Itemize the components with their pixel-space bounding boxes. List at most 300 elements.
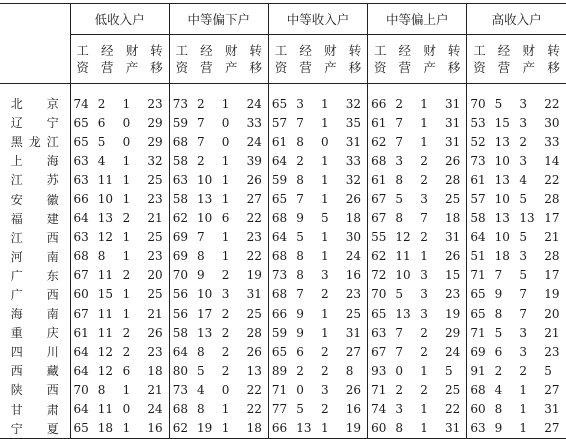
subheader-char: 产: [522, 60, 536, 75]
value-cell: 20: [544, 306, 560, 321]
subheader-char: 财: [522, 43, 536, 58]
value-cell: 7: [197, 230, 205, 245]
value-cell: 25: [246, 306, 262, 321]
value-cell: 9: [296, 306, 304, 321]
value-cell: 11: [97, 268, 114, 283]
value-cell: 0: [221, 134, 230, 149]
value-cell: 67: [368, 342, 393, 361]
subheader-cell: [516, 35, 541, 84]
region-name: [0, 229, 70, 246]
subheader-cell: [467, 35, 492, 84]
value-cell: 67: [368, 189, 393, 208]
value-cell: 12: [97, 363, 114, 378]
value-cell: 1: [122, 382, 131, 397]
value-cell: 3: [420, 287, 428, 302]
value-cell: 13: [494, 211, 510, 226]
value-cell: 3: [519, 344, 528, 359]
value-cell: 2: [221, 363, 230, 378]
value-cell: 10: [395, 268, 411, 283]
table-row: [0, 400, 566, 419]
value-cell: 1: [519, 421, 528, 436]
value-cell: 23: [147, 192, 163, 207]
region-header-cell: [0, 4, 70, 84]
value-cell: 64: [70, 400, 95, 419]
value-cell: 1: [519, 382, 528, 397]
value-cell: 13: [197, 325, 213, 340]
region-name-spaced: 北 京: [10, 97, 59, 112]
subheader-cell: [417, 35, 442, 84]
value-cell: 1: [321, 192, 329, 207]
value-cell: 5: [494, 96, 503, 111]
subheader-cell: [268, 35, 293, 84]
subheader-cell: [293, 35, 318, 84]
value-cell: 8: [395, 211, 404, 226]
value-cell: 11: [97, 306, 114, 321]
value-cell: 4: [197, 382, 205, 397]
value-cell: 57: [268, 113, 293, 132]
value-cell: 25: [345, 306, 362, 321]
value-cell: 31: [445, 134, 461, 149]
region-cell: [0, 113, 70, 132]
subheader-char: 经: [200, 43, 213, 58]
region-name: [0, 362, 70, 379]
value-cell: 10: [494, 230, 510, 245]
value-cell: 61: [467, 170, 492, 189]
value-cell: 19: [445, 306, 461, 321]
value-cell: 3: [395, 153, 404, 168]
region-name: [0, 210, 70, 227]
value-cell: 19: [197, 421, 213, 436]
value-cell: 1: [321, 421, 329, 436]
value-cell: 1: [122, 306, 131, 321]
value-cell: 68: [169, 400, 194, 419]
region-name-spaced: 江 西: [10, 230, 59, 245]
value-cell: 1: [221, 192, 230, 207]
value-cell: 74: [368, 400, 393, 419]
value-cell: 2: [321, 363, 329, 378]
value-cell: 65: [268, 189, 293, 208]
value-cell: 28: [445, 172, 461, 187]
value-cell: 1: [321, 172, 329, 187]
value-cell: 1: [122, 96, 131, 111]
value-cell: 21: [147, 211, 163, 226]
value-cell: 56: [169, 304, 194, 323]
value-cell: 28: [544, 249, 560, 264]
region-name: [0, 191, 70, 208]
subheader-char: 移: [348, 60, 362, 75]
value-cell: 33: [246, 115, 262, 130]
value-cell: 1: [221, 421, 230, 436]
subheader-cell: [95, 35, 120, 84]
value-cell: 60: [368, 419, 393, 439]
value-cell: 5: [544, 363, 552, 378]
value-cell: 3: [395, 402, 404, 417]
value-cell: 7: [296, 287, 304, 302]
subheader-char: 营: [398, 60, 412, 75]
value-cell: 22: [246, 402, 262, 417]
value-cell: 68: [268, 247, 293, 266]
value-cell: 32: [345, 96, 362, 111]
subheader-char: 财: [423, 43, 436, 58]
group-header-row: [0, 4, 566, 35]
subheader-char: 资: [374, 60, 387, 75]
value-cell: 22: [544, 96, 560, 111]
value-cell: 18: [246, 421, 262, 436]
value-cell: 64: [169, 342, 194, 361]
value-cell: 66: [70, 189, 95, 208]
value-cell: 2: [420, 344, 428, 359]
value-cell: 2: [420, 382, 428, 397]
value-cell: 30: [544, 115, 560, 130]
value-cell: 18: [147, 363, 163, 378]
region-name: [0, 95, 70, 112]
value-cell: 58: [169, 323, 194, 342]
subheader-cell: [343, 35, 368, 84]
value-cell: 1: [122, 153, 131, 168]
value-cell: 18: [97, 421, 114, 436]
table-row: [0, 323, 566, 342]
value-cell: 55: [368, 228, 393, 247]
value-cell: 65: [70, 113, 95, 132]
value-cell: 67: [368, 209, 393, 228]
value-cell: 29: [147, 134, 163, 149]
value-cell: 67: [70, 266, 95, 285]
value-cell: 10: [97, 192, 114, 207]
value-cell: 69: [169, 228, 194, 247]
value-cell: 7: [395, 134, 404, 149]
value-cell: 13: [296, 421, 312, 436]
value-cell: 3: [519, 153, 528, 168]
value-cell: 3: [420, 192, 428, 207]
table-row: [0, 170, 566, 189]
subheader-char: 转: [547, 43, 560, 58]
value-cell: 9: [296, 325, 304, 340]
value-cell: 7: [494, 268, 503, 283]
value-cell: 21: [147, 382, 163, 397]
subheader-char: 资: [473, 60, 486, 75]
value-cell: 13: [246, 363, 262, 378]
value-cell: 31: [345, 325, 362, 340]
income-structure-table: [0, 3, 566, 439]
value-cell: 10: [197, 172, 213, 187]
table-row: [0, 84, 566, 114]
value-cell: 33: [544, 134, 560, 149]
value-cell: 18: [445, 211, 461, 226]
value-cell: 24: [345, 249, 362, 264]
value-cell: 5: [445, 363, 453, 378]
region-cell: [0, 304, 70, 323]
value-cell: 21: [147, 306, 163, 321]
value-cell: 73: [169, 380, 194, 399]
group-header: 中等偏下户: [169, 4, 268, 35]
subheader-char: 工: [274, 43, 288, 58]
value-cell: 65: [268, 84, 293, 114]
value-cell: 8: [494, 306, 503, 321]
value-cell: 77: [268, 400, 293, 419]
region-name-spaced: 广 东: [10, 268, 59, 283]
value-cell: 71: [467, 323, 492, 342]
region-cell: [0, 285, 70, 304]
subheader-char: 工: [473, 43, 486, 58]
value-cell: 26: [147, 325, 163, 340]
value-cell: 18: [494, 249, 510, 264]
group-header: 高收入户: [467, 4, 566, 35]
value-cell: 63: [169, 170, 194, 189]
subheader-cell: [194, 35, 219, 84]
value-cell: 31: [445, 96, 461, 111]
value-cell: 31: [445, 421, 461, 436]
value-cell: 24: [246, 134, 262, 149]
value-cell: 2: [122, 211, 131, 226]
subheader-char: 移: [150, 60, 163, 75]
value-cell: 1: [321, 325, 329, 340]
value-cell: 3: [519, 249, 528, 264]
subheader-cell: [541, 35, 566, 84]
value-cell: 2: [395, 96, 404, 111]
value-cell: 22: [246, 382, 262, 397]
value-cell: 63: [70, 151, 95, 170]
value-cell: 60: [467, 400, 492, 419]
value-cell: 24: [445, 344, 461, 359]
value-cell: 28: [544, 192, 560, 207]
subheader-cell: [368, 35, 393, 84]
value-cell: 3: [519, 115, 528, 130]
value-cell: 8: [494, 402, 503, 417]
value-cell: 2: [221, 325, 230, 340]
group-header: 低收入户: [70, 4, 169, 35]
value-cell: 26: [445, 249, 461, 264]
value-cell: 2: [519, 134, 528, 149]
subheader-char: 产: [423, 60, 436, 75]
value-cell: 71: [268, 380, 293, 399]
subheader-char: 转: [249, 43, 262, 58]
value-cell: 9: [494, 287, 503, 302]
value-cell: 26: [345, 382, 362, 397]
subheader-char: 营: [200, 60, 213, 75]
value-cell: 70: [70, 380, 95, 399]
value-cell: 8: [395, 172, 404, 187]
value-cell: 17: [544, 268, 560, 283]
value-cell: 1: [221, 153, 230, 168]
value-cell: 2: [122, 325, 131, 340]
value-cell: 67: [70, 304, 95, 323]
region-name-spaced: 安 徽: [10, 192, 59, 207]
value-cell: 3: [296, 96, 304, 111]
value-cell: 10: [494, 153, 510, 168]
value-cell: 3: [420, 268, 428, 283]
value-cell: 27: [345, 344, 362, 359]
value-cell: 1: [519, 402, 528, 417]
region-name: [0, 381, 70, 398]
value-cell: 0: [122, 115, 131, 130]
value-cell: 8: [296, 268, 304, 283]
value-cell: 59: [268, 323, 293, 342]
value-cell: 5: [395, 192, 404, 207]
value-cell: 0: [321, 134, 329, 149]
value-cell: 22: [445, 402, 461, 417]
value-cell: 27: [246, 192, 262, 207]
value-cell: 7: [395, 344, 404, 359]
value-cell: 8: [197, 344, 205, 359]
region-cell: [0, 189, 70, 208]
subheader-cell: [492, 35, 517, 84]
region-cell: [0, 151, 70, 170]
region-name: [0, 267, 70, 284]
value-cell: 2: [221, 344, 230, 359]
value-cell: 71: [467, 266, 492, 285]
value-cell: 30: [345, 230, 362, 245]
value-cell: 56: [169, 285, 194, 304]
region-cell: [0, 323, 70, 342]
value-cell: 1: [321, 96, 329, 111]
value-cell: 70: [467, 84, 492, 114]
subheader-char: 营: [497, 60, 511, 75]
value-cell: 64: [70, 209, 95, 228]
value-cell: 26: [345, 192, 362, 207]
subheader-char: 移: [249, 60, 262, 75]
table-row: [0, 419, 566, 439]
value-cell: 5: [494, 325, 503, 340]
region-name-spaced: 陕 西: [10, 383, 59, 398]
subheader-char: 转: [348, 43, 362, 58]
value-cell: 23: [147, 344, 163, 359]
subheader-char: 产: [125, 60, 139, 75]
value-cell: 7: [519, 287, 528, 302]
value-cell: 65: [467, 304, 492, 323]
value-cell: 32: [345, 172, 362, 187]
region-name-spaced: 辽 宁: [10, 116, 59, 131]
value-cell: 66: [268, 304, 293, 323]
value-cell: 63: [368, 323, 393, 342]
value-cell: 19: [544, 287, 560, 302]
value-cell: 4: [97, 153, 106, 168]
subheader-char: 移: [447, 60, 461, 75]
value-cell: 26: [246, 172, 262, 187]
table-row: [0, 151, 566, 170]
value-cell: 5: [321, 211, 329, 226]
value-cell: 29: [147, 115, 163, 130]
value-cell: 0: [296, 382, 304, 397]
subheader-cell: [442, 35, 467, 84]
subheader-cell: [169, 35, 194, 84]
value-cell: 2: [197, 96, 205, 111]
value-cell: 25: [147, 230, 163, 245]
value-cell: 69: [169, 247, 194, 266]
value-cell: 0: [122, 402, 131, 417]
value-cell: 62: [368, 247, 393, 266]
subheader-cell: [244, 35, 269, 84]
value-cell: 15: [97, 287, 114, 302]
value-cell: 23: [445, 287, 461, 302]
value-cell: 58: [169, 151, 194, 170]
value-cell: 1: [420, 115, 428, 130]
value-cell: 64: [467, 228, 492, 247]
value-cell: 13: [494, 172, 510, 187]
value-cell: 25: [147, 287, 163, 302]
value-cell: 26: [445, 153, 461, 168]
value-cell: 68: [70, 247, 95, 266]
subheader-char: 经: [398, 43, 412, 58]
value-cell: 7: [197, 115, 205, 130]
region-name-spaced: 上 海: [10, 154, 59, 169]
value-cell: 35: [345, 115, 362, 130]
value-cell: 1: [420, 421, 428, 436]
table-row: [0, 209, 566, 228]
value-cell: 3: [321, 268, 329, 283]
value-cell: 10: [197, 287, 213, 302]
value-cell: 2: [122, 344, 131, 359]
value-cell: 80: [169, 361, 194, 380]
subheader-row: [0, 35, 566, 84]
value-cell: 28: [246, 325, 262, 340]
subheader-char: 移: [547, 60, 560, 75]
value-cell: 62: [368, 132, 393, 151]
value-cell: 31: [445, 230, 461, 245]
value-cell: 9: [197, 268, 205, 283]
subheader-char: 经: [299, 43, 312, 58]
value-cell: 2: [519, 363, 528, 378]
region-cell: [0, 84, 70, 114]
value-cell: 7: [395, 325, 404, 340]
value-cell: 0: [395, 363, 404, 378]
value-cell: 65: [70, 132, 95, 151]
table-row: [0, 132, 566, 151]
value-cell: 7: [197, 134, 205, 149]
value-cell: 31: [345, 134, 362, 149]
table-row: [0, 189, 566, 208]
subheader-char: 转: [447, 43, 461, 58]
region-name-spaced: 海 南: [10, 307, 59, 322]
value-cell: 6: [296, 344, 304, 359]
value-cell: 8: [97, 382, 106, 397]
value-cell: 59: [268, 170, 293, 189]
value-cell: 8: [296, 249, 304, 264]
value-cell: 71: [368, 380, 393, 399]
value-cell: 16: [147, 421, 163, 436]
region-name-spaced: 四 川: [10, 345, 59, 360]
value-cell: 91: [467, 361, 492, 380]
value-cell: 1: [321, 230, 329, 245]
region-cell: [0, 247, 70, 266]
value-cell: 32: [147, 153, 163, 168]
table-row: [0, 361, 566, 380]
value-cell: 68: [268, 285, 293, 304]
region-name: [0, 248, 70, 265]
value-cell: 9: [494, 421, 503, 436]
value-cell: 8: [345, 363, 354, 378]
value-cell: 1: [321, 115, 329, 130]
value-cell: 60: [70, 285, 95, 304]
value-cell: 6: [221, 211, 230, 226]
value-cell: 11: [97, 402, 114, 417]
value-cell: 7: [420, 211, 428, 226]
value-cell: 26: [246, 344, 262, 359]
subheader-char: 经: [100, 43, 114, 58]
value-cell: 27: [544, 421, 560, 436]
value-cell: 11: [97, 325, 114, 340]
region-name: [0, 401, 70, 418]
region-cell: [0, 170, 70, 189]
value-cell: 68: [368, 151, 393, 170]
value-cell: 5: [296, 230, 304, 245]
subheader-cell: [144, 35, 169, 84]
value-cell: 61: [368, 170, 393, 189]
value-cell: 2: [420, 325, 428, 340]
value-cell: 65: [368, 304, 393, 323]
subheader-cell: [392, 35, 417, 84]
table-row: [0, 113, 566, 132]
value-cell: 25: [147, 172, 163, 187]
